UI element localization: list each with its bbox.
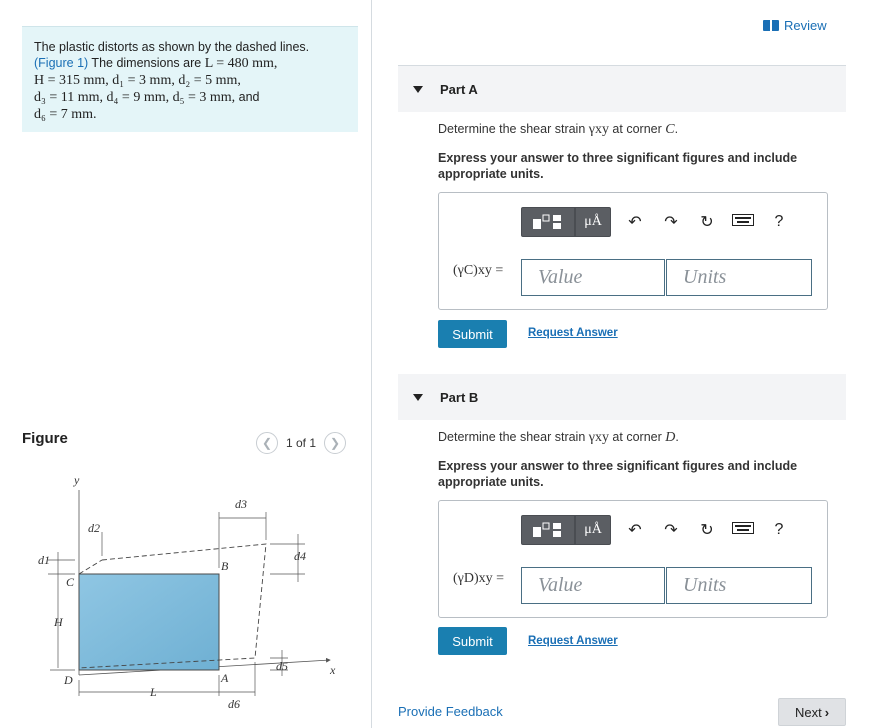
label-C: C bbox=[66, 575, 75, 589]
label-d6: d6 bbox=[228, 697, 240, 711]
templates-button[interactable] bbox=[521, 207, 575, 237]
part-a-request-answer-link[interactable]: Request Answer bbox=[528, 327, 618, 339]
templates-button[interactable] bbox=[521, 515, 575, 545]
figure-diagram bbox=[30, 470, 360, 720]
review-label: Review bbox=[784, 18, 827, 33]
pane-divider bbox=[371, 0, 372, 728]
redo-icon[interactable]: ↷ bbox=[664, 522, 678, 539]
part-b-instructions: Express your answer to three significant figures and include appropriate units. bbox=[438, 459, 798, 489]
part-a-submit-button[interactable]: Submit bbox=[438, 320, 507, 348]
part-b-question: Determine the shear strain γxy at corner D. bbox=[438, 430, 679, 445]
label-d1: d1 bbox=[38, 553, 50, 567]
keyboard-icon[interactable] bbox=[725, 521, 761, 539]
part-a-question: Determine the shear strain γxy at corner C. bbox=[438, 122, 679, 137]
help-icon[interactable]: ? bbox=[774, 521, 784, 538]
label-d3: d3 bbox=[235, 497, 247, 511]
undo-icon[interactable]: ↶ bbox=[628, 214, 642, 231]
keyboard-icon[interactable] bbox=[725, 213, 761, 231]
collapse-triangle-icon bbox=[413, 86, 423, 93]
part-b-label: Part B bbox=[440, 389, 479, 405]
label-L: L bbox=[150, 685, 157, 699]
label-x: x bbox=[330, 663, 336, 677]
part-a-value-input[interactable]: Value bbox=[521, 259, 665, 296]
figure-link[interactable]: (Figure 1) bbox=[34, 56, 89, 70]
review-link[interactable] bbox=[763, 18, 827, 33]
reset-icon[interactable]: ↻ bbox=[700, 522, 714, 539]
part-b-answer-box bbox=[438, 500, 828, 618]
part-b-submit-button[interactable]: Submit bbox=[438, 627, 507, 655]
part-a-header[interactable] bbox=[398, 66, 846, 112]
plate-shape bbox=[79, 574, 219, 670]
part-b-toolbar bbox=[521, 515, 797, 545]
part-b-value-input[interactable]: Value bbox=[521, 567, 665, 604]
dims-line-3: d₃ = 11 mm, d₄ = 9 mm, d₅ = 3 mm, bbox=[34, 90, 236, 105]
part-a-units-input[interactable]: Units bbox=[666, 259, 812, 296]
dims-line-3-tail: and bbox=[235, 90, 260, 104]
reset-icon[interactable]: ↻ bbox=[700, 214, 714, 231]
dims-line-4: d₆ = 7 mm. bbox=[34, 107, 97, 122]
pager-text: 1 of 1 bbox=[286, 436, 317, 450]
part-b-units-input[interactable]: Units bbox=[666, 567, 812, 604]
label-d5: d5 bbox=[276, 659, 288, 673]
label-B: B bbox=[221, 559, 229, 573]
dims-lead: The dimensions are bbox=[88, 56, 205, 70]
template-grid-icon bbox=[531, 213, 565, 231]
label-D: D bbox=[64, 673, 73, 687]
units-button[interactable]: μÅ bbox=[575, 515, 611, 545]
template-grid-icon bbox=[531, 521, 565, 539]
next-figure-button[interactable]: ❯ bbox=[324, 432, 346, 454]
redo-icon[interactable]: ↷ bbox=[664, 214, 678, 231]
book-icon bbox=[763, 20, 779, 31]
label-H: H bbox=[54, 615, 63, 629]
part-b-request-answer-link[interactable]: Request Answer bbox=[528, 635, 618, 647]
dims-line-1: L = 480 mm, bbox=[204, 56, 278, 71]
help-icon[interactable]: ? bbox=[774, 213, 784, 230]
part-a-toolbar bbox=[521, 207, 797, 237]
figure-title: Figure bbox=[22, 430, 68, 447]
collapse-triangle-icon bbox=[413, 394, 423, 401]
provide-feedback-link[interactable]: Provide Feedback bbox=[398, 704, 503, 719]
part-a-answer-box bbox=[438, 192, 828, 310]
next-button[interactable] bbox=[778, 698, 846, 726]
figure-pager bbox=[256, 432, 346, 454]
problem-intro: The plastic distorts as shown by the dashed lines. bbox=[34, 40, 310, 54]
chevron-right-icon: › bbox=[824, 704, 830, 720]
label-d4: d4 bbox=[294, 549, 306, 563]
part-a-lhs: (γC)xy = bbox=[453, 263, 504, 278]
label-d2: d2 bbox=[88, 521, 100, 535]
dims-line-2: H = 315 mm, d₁ = 3 mm, d₂ = 5 mm, bbox=[34, 73, 241, 88]
label-A: A bbox=[221, 671, 229, 685]
part-a-label: Part A bbox=[440, 81, 478, 97]
units-button[interactable]: μÅ bbox=[575, 207, 611, 237]
label-y: y bbox=[74, 473, 80, 487]
part-b-lhs: (γD)xy = bbox=[453, 571, 505, 586]
problem-statement bbox=[22, 26, 358, 132]
undo-icon[interactable]: ↶ bbox=[628, 522, 642, 539]
part-b-header[interactable] bbox=[398, 374, 846, 420]
part-a-instructions: Express your answer to three significant figures and include appropriate units. bbox=[438, 151, 798, 181]
next-label: Next bbox=[794, 704, 822, 720]
prev-figure-button[interactable]: ❮ bbox=[256, 432, 278, 454]
